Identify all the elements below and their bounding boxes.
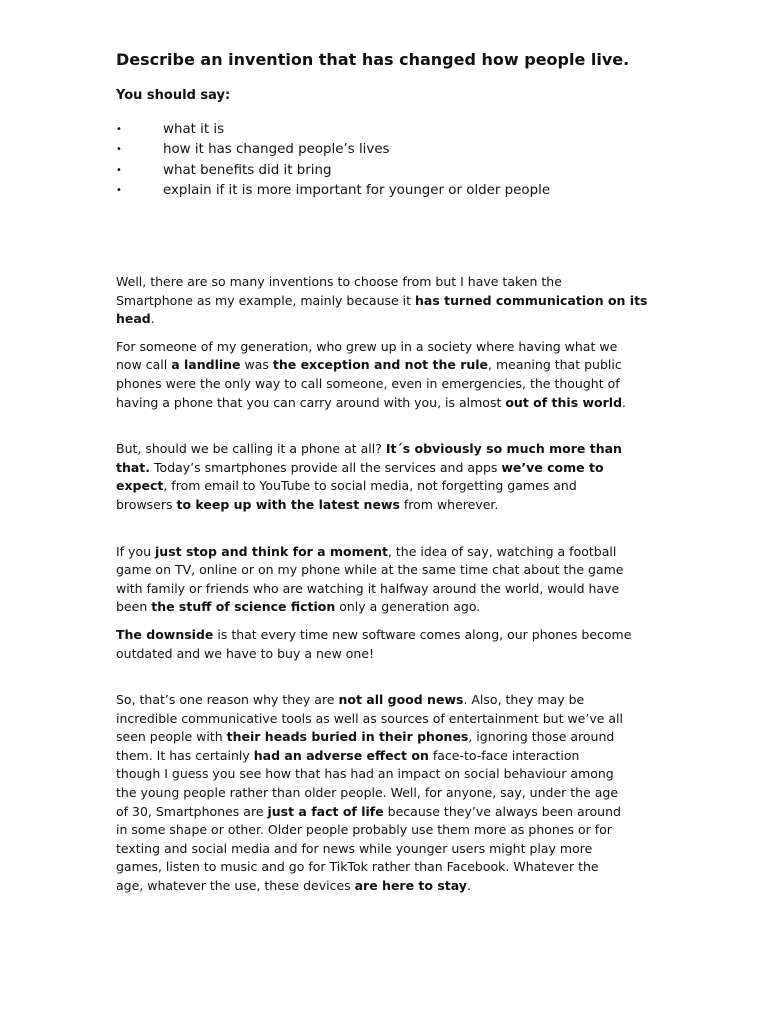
text-run: . bbox=[150, 311, 155, 327]
list-item bbox=[116, 181, 652, 201]
paragraph-line bbox=[116, 747, 656, 766]
bold-phrase: has turned communication on its bbox=[415, 292, 648, 308]
bold-phrase: a landline bbox=[171, 357, 241, 373]
text-run: , the idea of say, watching a football bbox=[387, 543, 617, 559]
text-run: . bbox=[622, 394, 627, 410]
text-run: Smartphone as my example, mainly because it bbox=[116, 292, 416, 308]
bold-phrase: their heads buried in their phones bbox=[226, 729, 469, 745]
text-run: been bbox=[116, 599, 152, 615]
text-run: incredible communicative tools as well as sources of entertainment but we’ve all bbox=[116, 710, 624, 726]
list-item bbox=[116, 140, 652, 160]
text-run: For someone of my generation, who grew up in a society where having what we bbox=[116, 338, 618, 354]
text-run: , ignoring those around bbox=[468, 729, 615, 745]
paragraph-line bbox=[116, 292, 656, 311]
text-run: them. It has certainly bbox=[116, 747, 254, 763]
bold-phrase: just a fact of life bbox=[267, 803, 384, 819]
text-run: Well, there are so many inventions to choose from but I have taken the bbox=[116, 274, 562, 289]
text-run: phones were the only way to call someone, even in emergencies, the thought of bbox=[116, 375, 620, 391]
bullet-text: what benefits did it bring bbox=[163, 162, 332, 178]
bold-phrase: out of this world bbox=[505, 394, 623, 410]
text-run: the young people rather than older people. Well, for anyone, say, under the age bbox=[116, 785, 619, 801]
bullet-icon: • bbox=[116, 124, 122, 135]
bullet-icon: • bbox=[116, 164, 122, 176]
paragraph-line bbox=[116, 273, 656, 292]
list-item bbox=[116, 120, 652, 140]
paragraph-line bbox=[116, 877, 656, 896]
paragraph-line bbox=[116, 840, 656, 859]
bold-phrase: the exception and not the rule bbox=[272, 357, 489, 373]
paragraph-line bbox=[116, 496, 656, 515]
paragraph-line bbox=[116, 821, 656, 840]
paragraph-line bbox=[116, 440, 656, 459]
bold-phrase: the stuff of science fiction bbox=[151, 599, 336, 615]
essay-paragraph bbox=[116, 273, 656, 329]
paragraph-line bbox=[116, 477, 656, 496]
text-run: only a generation ago. bbox=[335, 599, 481, 615]
paragraph-line bbox=[116, 561, 656, 580]
bullet-text: what it is bbox=[163, 122, 225, 137]
paragraph-line bbox=[116, 784, 656, 803]
paragraph-line bbox=[116, 858, 656, 877]
bold-phrase: we’ve come to bbox=[501, 459, 604, 475]
prompt-bullet-list bbox=[116, 120, 652, 202]
list-item bbox=[116, 161, 652, 181]
paragraph-line bbox=[116, 543, 656, 562]
essay-paragraph bbox=[116, 440, 656, 514]
text-run: with family or friends who are watching it halfway around the world, would have bbox=[116, 580, 620, 596]
text-run: now call bbox=[116, 357, 172, 373]
paragraph-line bbox=[116, 765, 656, 784]
bullet-text: explain if it is more important for younger or older people bbox=[163, 183, 551, 199]
paragraph-line bbox=[116, 459, 656, 478]
text-run: of 30, Smartphones are bbox=[116, 803, 268, 819]
bold-phrase: to keep up with the latest news bbox=[176, 496, 400, 512]
paragraph-line bbox=[116, 728, 656, 747]
text-run: in some shape or other. Older people probably use them more as phones or for bbox=[116, 822, 612, 838]
text-run: having a phone that you can carry around with you, is almost bbox=[116, 394, 506, 410]
paragraph-line bbox=[116, 645, 656, 664]
bold-phrase: The downside bbox=[116, 626, 214, 642]
bold-phrase: not all good news bbox=[338, 692, 464, 708]
text-run: face-to-face interaction bbox=[428, 747, 580, 763]
text-run: , from email to YouTube to social media, not forgetting games and bbox=[163, 478, 577, 494]
text-run: , meaning that public bbox=[488, 357, 622, 373]
text-run: outdated and we have to buy a new one! bbox=[116, 645, 375, 661]
text-run: because they’ve always been around bbox=[383, 803, 621, 819]
bold-phrase: that. bbox=[116, 459, 151, 475]
bullet-text: how it has changed people’s lives bbox=[163, 142, 390, 158]
paragraph-line bbox=[116, 356, 656, 375]
text-run: seen people with bbox=[116, 729, 227, 745]
text-run: If you bbox=[116, 543, 156, 559]
bullet-icon: • bbox=[116, 185, 122, 197]
bold-phrase: expect bbox=[116, 478, 164, 494]
text-run: . Also, they may be bbox=[463, 692, 585, 708]
paragraph-line bbox=[116, 626, 656, 645]
paragraph-line bbox=[116, 803, 656, 822]
bold-phrase: It´s obviously so much more than bbox=[385, 441, 622, 457]
text-run: games, listen to music and go for TikTok rather than Facebook. Whatever the bbox=[116, 859, 599, 875]
paragraph-line bbox=[116, 598, 656, 617]
document-title: Describe an invention that has changed how people live. bbox=[116, 50, 630, 69]
text-run: age, whatever the use, these devices bbox=[116, 878, 355, 894]
essay-paragraph bbox=[116, 543, 656, 617]
paragraph-line bbox=[116, 338, 656, 357]
bold-phrase: head bbox=[116, 311, 151, 327]
text-run: So, that’s one reason why they are bbox=[116, 692, 339, 708]
text-run: game on TV, online or on my phone while at the same time chat about the game bbox=[116, 562, 624, 578]
bold-phrase: had an adverse effect on bbox=[253, 747, 429, 763]
bold-phrase: are here to stay bbox=[354, 878, 467, 894]
text-run: . bbox=[466, 878, 471, 894]
essay-paragraph bbox=[116, 691, 656, 896]
bold-phrase: just stop and think for a moment bbox=[155, 543, 388, 559]
text-run: is that every time new software comes along, our phones become bbox=[213, 626, 632, 642]
text-run: Today’s smartphones provide all the services and apps bbox=[150, 459, 502, 475]
text-run: browsers bbox=[116, 496, 177, 512]
paragraph-line bbox=[116, 394, 656, 413]
bullet-icon: • bbox=[116, 144, 122, 156]
essay-body bbox=[116, 273, 656, 905]
paragraph-line bbox=[116, 710, 656, 729]
text-run: was bbox=[240, 357, 273, 373]
document-header bbox=[116, 48, 652, 202]
text-run: from wherever. bbox=[399, 496, 499, 512]
paragraph-line bbox=[116, 375, 656, 394]
essay-paragraph bbox=[116, 626, 656, 663]
paragraph-line bbox=[116, 310, 656, 329]
prompt-intro: You should say: bbox=[116, 88, 231, 103]
essay-paragraph bbox=[116, 338, 656, 412]
paragraph-line bbox=[116, 691, 656, 710]
text-run: But, should we be calling it a phone at all? bbox=[116, 441, 386, 457]
paragraph-line bbox=[116, 580, 656, 599]
text-run: texting and social media and for news while younger users might play more bbox=[116, 840, 593, 856]
text-run: though I guess you see how that has had an impact on social behaviour among bbox=[116, 766, 614, 782]
